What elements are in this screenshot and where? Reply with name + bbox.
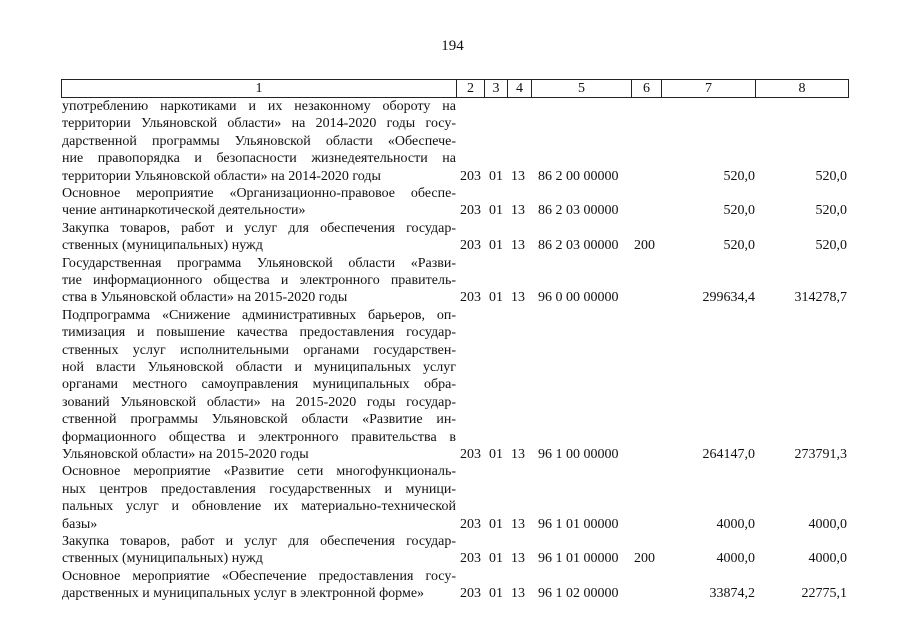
description-line: органами местного самоуправления муниципальных обра- [62, 377, 456, 393]
page-number: 194 [441, 38, 464, 54]
row-target-article: 86 2 03 00000 [538, 238, 619, 254]
row-amount-col8: 520,0 [815, 168, 847, 184]
row-target-article: 96 1 02 00000 [538, 586, 619, 602]
table-row [0, 220, 905, 255]
row-section: 01 [489, 446, 503, 462]
description-line: тимизация и повышение качества предоставления государ- [62, 325, 456, 341]
row-description [62, 533, 456, 568]
row-section: 01 [489, 516, 503, 532]
table-row [0, 533, 905, 568]
row-amount-col7: 33874,2 [709, 586, 755, 602]
row-amount-col7: 264147,0 [702, 446, 755, 462]
row-amount-col8: 520,0 [815, 238, 847, 254]
row-section: 01 [489, 238, 503, 254]
description-line: ственной программы Ульяновской области «Развитие ин- [62, 412, 456, 428]
description-line: чение антинаркотической деятельности» [62, 203, 306, 219]
row-ministry-code: 203 [460, 168, 481, 184]
row-section: 01 [489, 586, 503, 602]
header-col-1: 1 [255, 81, 263, 96]
header-col-2: 2 [467, 81, 474, 96]
row-target-article: 96 1 01 00000 [538, 516, 619, 532]
description-line: пальных услуг и обновление их материально-технической [62, 499, 456, 515]
row-section: 01 [489, 290, 503, 306]
row-description [62, 255, 456, 307]
header-col-7: 7 [705, 81, 712, 96]
row-amount-col8: 314278,7 [794, 290, 847, 306]
row-amount-col8: 4000,0 [808, 516, 847, 532]
row-ministry-code: 203 [460, 290, 481, 306]
description-line: ние правопорядка и безопасности жизнедеятельности на [62, 151, 456, 167]
row-description [62, 463, 456, 533]
description-line: Государственная программа Ульяновской области «Разви- [62, 255, 456, 271]
row-subsection: 13 [511, 203, 525, 219]
row-amount-col8: 22775,1 [801, 586, 847, 602]
description-line: территории Ульяновской области» на 2014-2020 годы госу- [62, 116, 456, 132]
table-row [0, 185, 905, 220]
header-col-3: 3 [492, 81, 500, 96]
row-ministry-code: 203 [460, 516, 481, 532]
table-row [0, 463, 905, 533]
description-line: дарственной программы Ульяновской области «Обеспече- [62, 133, 456, 149]
description-line: ных центров предоставления государственных и муници- [62, 481, 456, 497]
table-row [0, 568, 905, 603]
row-ministry-code: 203 [460, 446, 481, 462]
row-amount-col7: 4000,0 [716, 551, 755, 567]
row-subsection: 13 [511, 551, 525, 567]
row-subsection: 13 [511, 238, 525, 254]
description-line: ной власти Ульяновской области и муниципальных услуг [62, 360, 456, 376]
description-line: дарственных и муниципальных услуг в электронной форме» [62, 586, 425, 602]
row-description [62, 220, 456, 255]
row-subsection: 13 [511, 290, 525, 306]
row-ministry-code: 203 [460, 238, 481, 254]
row-amount-col8: 520,0 [815, 203, 847, 219]
row-amount-col8: 273791,3 [794, 446, 847, 462]
row-section: 01 [489, 203, 503, 219]
description-line: тие информационного общества и электронного правитель- [62, 273, 456, 288]
description-line: ства в Ульяновской области» на 2015-2020 годы [62, 290, 348, 306]
row-amount-col7: 520,0 [723, 203, 755, 219]
row-target-article: 96 1 01 00000 [538, 551, 619, 567]
description-line: зований Ульяновской области» на 2015-2020 годы государ- [62, 394, 456, 410]
description-line: Основное мероприятие «Организационно-правовое обеспе- [62, 186, 456, 201]
row-description [62, 307, 456, 464]
header-col-4: 4 [516, 81, 523, 96]
description-line: употреблению наркотиками и их незаконному обороту на [62, 99, 456, 114]
row-amount-col7: 520,0 [723, 168, 755, 184]
description-line: Основное мероприятие «Развитие сети многофункциональ- [62, 464, 456, 480]
description-line: Закупка товаров, работ и услуг для обеспечения государ- [62, 220, 456, 236]
description-line: Подпрограмма «Снижение административных барьеров, оп- [62, 307, 456, 323]
row-section: 01 [489, 551, 503, 567]
row-description [62, 568, 456, 603]
description-line: ственных (муниципальных) нужд [62, 238, 263, 254]
table-row [0, 307, 905, 464]
row-ministry-code: 203 [460, 586, 481, 602]
row-description [62, 98, 456, 185]
description-line: Закупка товаров, работ и услуг для обеспечения государ- [62, 534, 456, 549]
row-amount-col7: 4000,0 [716, 516, 755, 532]
row-target-article: 96 1 00 00000 [538, 446, 619, 462]
row-amount-col7: 299634,4 [702, 290, 755, 306]
row-amount-col8: 4000,0 [808, 551, 847, 567]
row-amount-col7: 520,0 [723, 238, 755, 254]
row-subsection: 13 [511, 168, 525, 184]
row-subsection: 13 [511, 586, 525, 602]
row-expense-type: 200 [634, 551, 655, 567]
description-line: Основное мероприятие «Обеспечение предоставления госу- [62, 568, 456, 584]
header-col-5: 5 [578, 81, 585, 96]
description-line: территории Ульяновской области» на 2014-2020 годы [62, 168, 381, 184]
row-ministry-code: 203 [460, 551, 481, 567]
table-row [0, 98, 905, 185]
header-col-8: 8 [798, 81, 806, 96]
description-line: ственных услуг исполнительными органами государствен- [62, 342, 456, 358]
row-subsection: 13 [511, 516, 525, 532]
row-subsection: 13 [511, 446, 525, 462]
description-line: базы» [62, 516, 98, 532]
description-line: ственных (муниципальных) нужд [62, 551, 263, 567]
row-ministry-code: 203 [460, 203, 481, 219]
description-line: формационного общества и электронного правительства в [62, 429, 456, 445]
row-expense-type: 200 [634, 238, 655, 254]
row-target-article: 96 0 00 00000 [538, 290, 619, 306]
row-target-article: 86 2 03 00000 [538, 203, 619, 219]
row-section: 01 [489, 168, 503, 184]
description-line: Ульяновской области» на 2015-2020 годы [62, 447, 309, 463]
row-target-article: 86 2 00 00000 [538, 168, 619, 184]
header-col-6: 6 [643, 81, 650, 96]
table-row [0, 255, 905, 307]
row-description [62, 185, 456, 220]
